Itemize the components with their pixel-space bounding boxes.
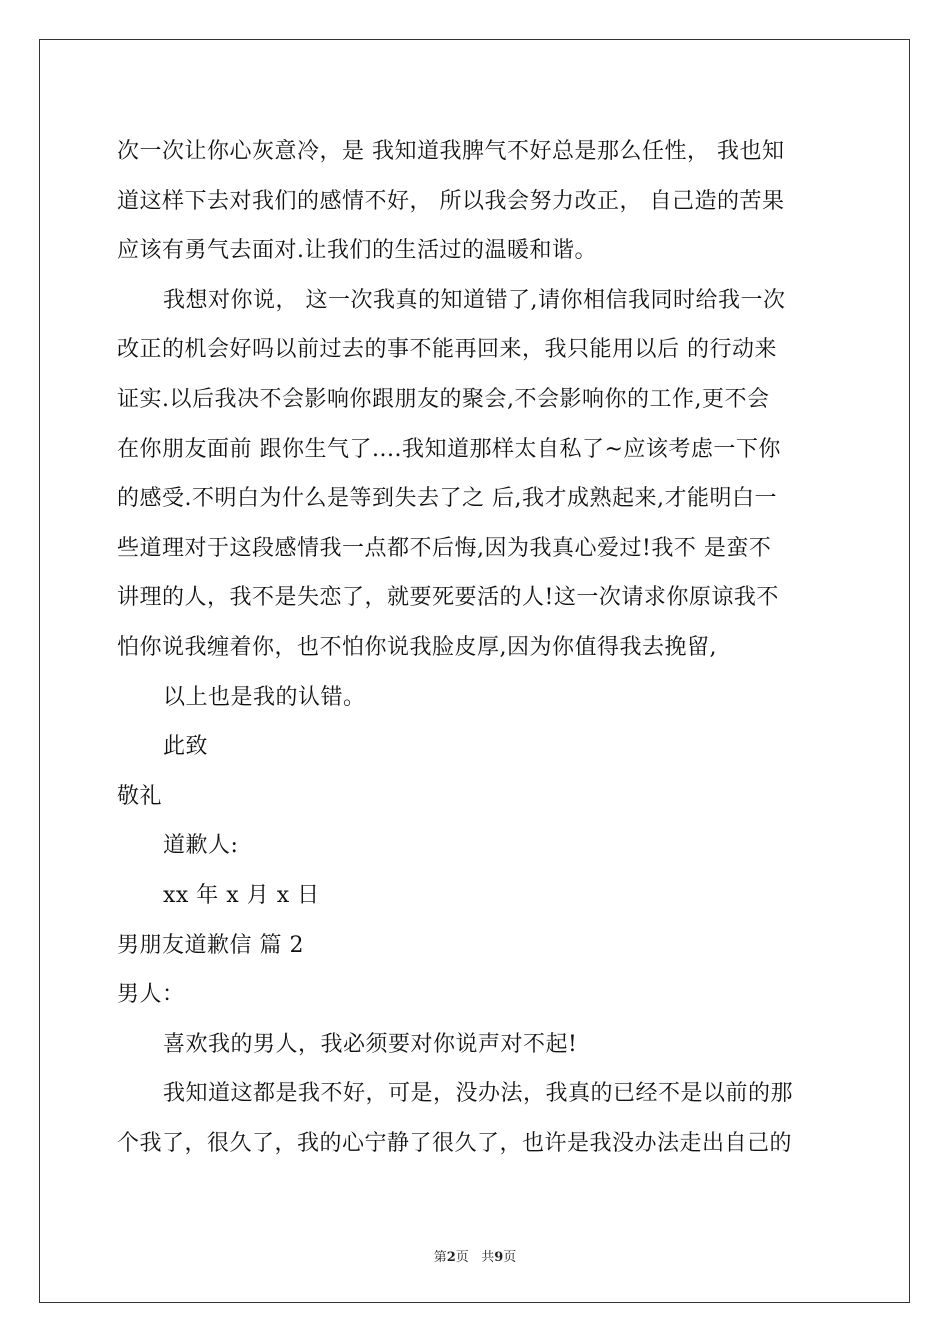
text-line: 次一次让你心灰意冷，是 我知道我脾气不好总是那么任性， 我也知 <box>117 139 785 164</box>
text-line: 改正的机会好吗以前过去的事不能再回来，我只能用以后 的行动来 <box>117 337 777 363</box>
text-line: 的感受.不明白为什么是等到失去了之 后,我才成熟起来,才能明白一 <box>117 486 777 512</box>
text-line: 些道理对于这段感情我一点都不后悔,因为我真心爱过!我不 是蛮不 <box>117 535 772 561</box>
footer-total-pages: 9 <box>494 1250 504 1265</box>
text-line: 我知道这都是我不好，可是，没办法，我真的已经不是以前的那 <box>163 1081 794 1107</box>
text-line: 怕你说我缠着你，也不怕你说我脸皮厚,因为你值得我去挽留, <box>117 634 717 660</box>
text-line: 男朋友道歉信 篇 2 <box>117 932 304 958</box>
text-line: 道歉人: <box>163 833 239 859</box>
text-line: 应该有勇气去面对.让我们的生活过的温暖和谐。 <box>117 238 597 264</box>
footer-total-suffix: 页 <box>503 1250 517 1265</box>
text-line: xx 年 x 月 x 日 <box>163 882 320 908</box>
text-line: 我想对你说， 这一次我真的知道错了,请你相信我同时给我一次 <box>163 287 786 313</box>
footer-page-suffix: 页 <box>455 1250 469 1265</box>
text-line: 个我了，很久了，我的心宁静了很久了，也许是我没办法走出自己的 <box>117 1130 793 1156</box>
document-body <box>117 127 833 1168</box>
page-footer <box>0 1246 950 1265</box>
text-line: 在你朋友面前 跟你生气了....我知道那样太自私了~应该考虑一下你 <box>117 436 781 462</box>
text-line: 以上也是我的认错。 <box>163 684 366 710</box>
text-line: 此致 <box>163 734 209 760</box>
text-line: 喜欢我的男人，我必须要对你说声对不起! <box>163 1031 578 1057</box>
text-line: 道这样下去对我们的感情不好， 所以我会努力改正， 自己造的苦果 <box>117 188 785 214</box>
footer-prefix: 第 <box>433 1250 447 1265</box>
text-line: 证实.以后我决不会影响你跟朋友的聚会,不会影响你的工作,更不会 <box>117 386 770 412</box>
footer-page-number: 2 <box>446 1250 456 1265</box>
text-line: 敬礼 <box>117 783 163 809</box>
text-line: 讲理的人，我不是失恋了，就要死要活的人!这一次请求你原谅我不 <box>117 585 779 611</box>
text-line: 男人： <box>117 982 185 1008</box>
footer-total-prefix: 共 <box>481 1250 495 1265</box>
